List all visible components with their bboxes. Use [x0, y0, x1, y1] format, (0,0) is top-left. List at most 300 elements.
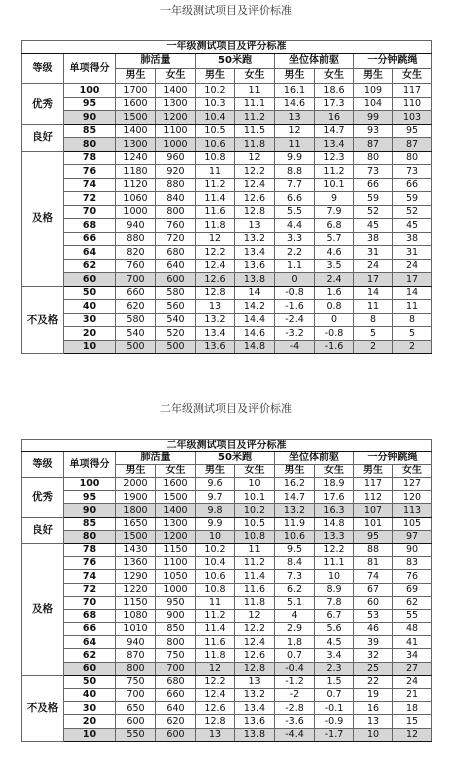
value-cell: 52 [354, 205, 393, 219]
table-row [22, 570, 432, 583]
value-cell: 660 [156, 689, 196, 702]
header-level: 等级 [22, 452, 64, 478]
value-cell: 11.8 [196, 649, 235, 662]
value-cell: 11.4 [235, 570, 275, 583]
value-cell: 11 [235, 543, 275, 556]
value-cell: 83 [393, 557, 432, 570]
value-cell: 45 [393, 219, 432, 233]
value-cell: 6.7 [315, 609, 354, 622]
score-cell: 90 [64, 504, 116, 517]
value-cell: 840 [156, 192, 196, 206]
value-cell: 73 [393, 165, 432, 179]
value-cell: 760 [116, 259, 156, 273]
score-cell: 10 [64, 340, 116, 354]
value-cell: 16.2 [275, 478, 315, 491]
value-cell: 12.3 [315, 151, 354, 165]
value-cell: 6.6 [275, 192, 315, 206]
level-cell: 不及格 [22, 675, 64, 741]
table-row [22, 491, 432, 504]
value-cell: 46 [354, 623, 393, 636]
score-cell: 60 [64, 662, 116, 675]
value-cell: 8 [354, 313, 393, 327]
value-cell: -2.8 [275, 702, 315, 715]
value-cell: 109 [354, 84, 393, 98]
value-cell: 8 [393, 313, 432, 327]
table-row [22, 557, 432, 570]
value-cell: 1300 [156, 97, 196, 111]
value-cell: 5.1 [275, 596, 315, 609]
value-cell: 11.5 [235, 124, 275, 138]
value-cell: 6.2 [275, 583, 315, 596]
value-cell: 700 [116, 689, 156, 702]
table-row [22, 636, 432, 649]
header-female: 女生 [393, 69, 432, 84]
score-cell: 74 [64, 178, 116, 192]
header-male: 男生 [354, 69, 393, 84]
grade1-table-wrap [21, 40, 431, 354]
value-cell: 12 [235, 151, 275, 165]
caption-row [22, 41, 432, 54]
level-cell: 良好 [22, 517, 64, 543]
value-cell: -4.4 [275, 728, 315, 741]
value-cell: 19 [354, 689, 393, 702]
value-cell: 600 [116, 715, 156, 728]
value-cell: 12 [393, 728, 432, 741]
score-cell: 40 [64, 689, 116, 702]
value-cell: 12.6 [235, 192, 275, 206]
value-cell: 2.4 [315, 273, 354, 287]
value-cell: 2.2 [275, 246, 315, 260]
value-cell: 1360 [116, 557, 156, 570]
value-cell: 45 [354, 219, 393, 233]
value-cell: 10.4 [196, 111, 235, 125]
value-cell: 13.4 [235, 702, 275, 715]
score-cell: 90 [64, 111, 116, 125]
value-cell: 110 [393, 97, 432, 111]
value-cell: 1000 [156, 583, 196, 596]
table-row [22, 273, 432, 287]
value-cell: 13.2 [235, 689, 275, 702]
score-cell: 62 [64, 649, 116, 662]
header-female: 女生 [315, 465, 354, 478]
value-cell: 17 [393, 273, 432, 287]
value-cell: 87 [393, 138, 432, 152]
value-cell: 16 [354, 702, 393, 715]
value-cell: 12.2 [196, 246, 235, 260]
header-item: 坐位体前驱 [275, 54, 354, 69]
value-cell: 14.6 [235, 327, 275, 341]
value-cell: 6.8 [315, 219, 354, 233]
header-male: 男生 [196, 69, 235, 84]
value-cell: 25 [354, 662, 393, 675]
value-cell: 11.6 [235, 583, 275, 596]
value-cell: 11 [393, 300, 432, 314]
value-cell: 500 [116, 340, 156, 354]
table-row [22, 232, 432, 246]
value-cell: 13.4 [315, 138, 354, 152]
value-cell: 2.3 [315, 662, 354, 675]
value-cell: 31 [393, 246, 432, 260]
value-cell: 1150 [116, 596, 156, 609]
value-cell: 66 [354, 178, 393, 192]
value-cell: 13 [235, 219, 275, 233]
value-cell: 27 [393, 662, 432, 675]
value-cell: -0.4 [275, 662, 315, 675]
value-cell: 12.6 [196, 273, 235, 287]
value-cell: 12.2 [196, 675, 235, 688]
value-cell: 12 [275, 124, 315, 138]
value-cell: 620 [156, 715, 196, 728]
value-cell: 13.8 [235, 728, 275, 741]
value-cell: 13 [235, 675, 275, 688]
value-cell: 10.2 [235, 504, 275, 517]
value-cell: 1000 [116, 205, 156, 219]
value-cell: 1650 [116, 517, 156, 530]
table-row [22, 151, 432, 165]
value-cell: 13.2 [196, 313, 235, 327]
score-cell: 74 [64, 570, 116, 583]
value-cell: 10.5 [235, 517, 275, 530]
value-cell: -3.6 [275, 715, 315, 728]
value-cell: 800 [116, 662, 156, 675]
value-cell: 700 [116, 273, 156, 287]
value-cell: 16.3 [315, 504, 354, 517]
value-cell: 66 [393, 178, 432, 192]
value-cell: 800 [156, 205, 196, 219]
value-cell: 9.5 [275, 543, 315, 556]
value-cell: 1600 [116, 97, 156, 111]
header-row [22, 54, 432, 69]
score-cell: 76 [64, 557, 116, 570]
value-cell: 12 [196, 662, 235, 675]
value-cell: 34 [393, 649, 432, 662]
level-cell: 及格 [22, 543, 64, 675]
score-cell: 66 [64, 232, 116, 246]
score-cell: 76 [64, 165, 116, 179]
value-cell: 16.1 [275, 84, 315, 98]
value-cell: 5.7 [315, 232, 354, 246]
value-cell: -1.7 [315, 728, 354, 741]
table-row [22, 623, 432, 636]
value-cell: 11 [275, 138, 315, 152]
value-cell: 940 [116, 219, 156, 233]
value-cell: 1.5 [315, 675, 354, 688]
value-cell: 13.6 [235, 259, 275, 273]
value-cell: 11 [196, 165, 235, 179]
value-cell: 18.6 [315, 84, 354, 98]
header-score: 单项得分 [64, 452, 116, 478]
value-cell: 11.6 [196, 636, 235, 649]
value-cell: 4.6 [315, 246, 354, 260]
value-cell: 11.4 [196, 623, 235, 636]
table-row [22, 246, 432, 260]
value-cell: 5 [393, 327, 432, 341]
value-cell: 10.6 [196, 138, 235, 152]
value-cell: 580 [156, 286, 196, 300]
header-item: 50米跑 [196, 54, 275, 69]
value-cell: 13.8 [235, 273, 275, 287]
value-cell: 12.8 [235, 662, 275, 675]
table-caption: 一年级测试项目及评分标准 [22, 41, 432, 54]
score-cell: 68 [64, 219, 116, 233]
score-cell: 50 [64, 675, 116, 688]
value-cell: 7.9 [315, 205, 354, 219]
value-cell: 13 [196, 300, 235, 314]
value-cell: 90 [393, 543, 432, 556]
value-cell: 720 [156, 232, 196, 246]
table-row [22, 689, 432, 702]
score-cell: 80 [64, 138, 116, 152]
table-row [22, 97, 432, 111]
value-cell: 62 [393, 596, 432, 609]
level-cell: 优秀 [22, 478, 64, 518]
value-cell: 10.5 [196, 124, 235, 138]
value-cell: 9.6 [196, 478, 235, 491]
value-cell: 1010 [116, 623, 156, 636]
header-item: 坐位体前驱 [275, 452, 354, 465]
value-cell: 5.6 [315, 623, 354, 636]
header-item: 50米跑 [196, 452, 275, 465]
value-cell: 11.8 [196, 219, 235, 233]
value-cell: 120 [393, 491, 432, 504]
value-cell: 11.8 [235, 138, 275, 152]
value-cell: 1300 [156, 517, 196, 530]
value-cell: 11.6 [196, 205, 235, 219]
value-cell: 113 [393, 504, 432, 517]
value-cell: 540 [156, 313, 196, 327]
value-cell: 13.4 [235, 246, 275, 260]
value-cell: 117 [393, 84, 432, 98]
value-cell: 12.4 [196, 259, 235, 273]
value-cell: 580 [116, 313, 156, 327]
value-cell: 760 [156, 219, 196, 233]
value-cell: -1.6 [315, 340, 354, 354]
value-cell: 24 [354, 259, 393, 273]
value-cell: 10.6 [275, 530, 315, 543]
value-cell: 9.9 [196, 517, 235, 530]
value-cell: 107 [354, 504, 393, 517]
value-cell: 12.4 [235, 636, 275, 649]
table-row [22, 327, 432, 341]
value-cell: 1290 [116, 570, 156, 583]
value-cell: 1500 [116, 111, 156, 125]
score-cell: 50 [64, 286, 116, 300]
value-cell: 10.6 [196, 570, 235, 583]
score-cell: 72 [64, 192, 116, 206]
table-row [22, 300, 432, 314]
value-cell: 1150 [156, 543, 196, 556]
value-cell: 1180 [116, 165, 156, 179]
value-cell: 8.4 [275, 557, 315, 570]
value-cell: 500 [156, 340, 196, 354]
value-cell: 3.3 [275, 232, 315, 246]
value-cell: 5 [354, 327, 393, 341]
value-cell: 1300 [116, 138, 156, 152]
value-cell: 14.6 [275, 97, 315, 111]
value-cell: 3.4 [315, 649, 354, 662]
value-cell: 14.4 [235, 313, 275, 327]
score-cell: 80 [64, 530, 116, 543]
table-row [22, 124, 432, 138]
value-cell: 650 [116, 702, 156, 715]
value-cell: 960 [156, 151, 196, 165]
value-cell: 2 [354, 340, 393, 354]
value-cell: -0.9 [315, 715, 354, 728]
value-cell: 0.7 [315, 689, 354, 702]
grade2-table-wrap [21, 439, 431, 742]
value-cell: 560 [156, 300, 196, 314]
value-cell: 12.2 [235, 623, 275, 636]
value-cell: 950 [156, 596, 196, 609]
value-cell: 95 [354, 530, 393, 543]
header-male: 男生 [275, 69, 315, 84]
value-cell: 11 [235, 84, 275, 98]
value-cell: 880 [116, 232, 156, 246]
value-cell: 940 [116, 636, 156, 649]
value-cell: 10.4 [196, 557, 235, 570]
header-female: 女生 [235, 465, 275, 478]
value-cell: 18 [393, 702, 432, 715]
value-cell: 0 [275, 273, 315, 287]
value-cell: 1200 [156, 530, 196, 543]
table-row [22, 219, 432, 233]
header-male: 男生 [275, 465, 315, 478]
level-cell: 及格 [22, 151, 64, 286]
value-cell: 1800 [116, 504, 156, 517]
score-cell: 64 [64, 246, 116, 260]
value-cell: 11.4 [196, 192, 235, 206]
value-cell: 5.5 [275, 205, 315, 219]
value-cell: 10.1 [235, 491, 275, 504]
value-cell: 53 [354, 609, 393, 622]
value-cell: 550 [116, 728, 156, 741]
value-cell: 1500 [156, 491, 196, 504]
value-cell: 59 [354, 192, 393, 206]
table-row [22, 609, 432, 622]
value-cell: 11.2 [315, 165, 354, 179]
value-cell: 52 [393, 205, 432, 219]
header-female: 女生 [156, 465, 196, 478]
value-cell: 880 [156, 178, 196, 192]
header-level: 等级 [22, 54, 64, 84]
value-cell: 22 [354, 675, 393, 688]
value-cell: 11.9 [275, 517, 315, 530]
value-cell: 69 [393, 583, 432, 596]
value-cell: -2 [275, 689, 315, 702]
score-cell: 70 [64, 205, 116, 219]
value-cell: 1.8 [275, 636, 315, 649]
value-cell: 600 [156, 273, 196, 287]
header-item: 肺活量 [116, 54, 196, 69]
value-cell: 7.8 [315, 596, 354, 609]
value-cell: -2.4 [275, 313, 315, 327]
value-cell: 11.8 [235, 596, 275, 609]
score-cell: 30 [64, 313, 116, 327]
value-cell: 0.8 [315, 300, 354, 314]
table-row [22, 715, 432, 728]
score-cell: 78 [64, 151, 116, 165]
value-cell: 12 [235, 609, 275, 622]
value-cell: 80 [393, 151, 432, 165]
value-cell: 10.2 [196, 84, 235, 98]
value-cell: 11 [354, 300, 393, 314]
table-row [22, 662, 432, 675]
value-cell: 12.4 [196, 689, 235, 702]
header-male: 男生 [116, 69, 156, 84]
value-cell: 17 [354, 273, 393, 287]
value-cell: 4.4 [275, 219, 315, 233]
header-female: 女生 [156, 69, 196, 84]
score-cell: 66 [64, 623, 116, 636]
value-cell: 12.4 [235, 178, 275, 192]
value-cell: 7.7 [275, 178, 315, 192]
value-cell: 13 [354, 715, 393, 728]
table-row [22, 530, 432, 543]
score-cell: 68 [64, 609, 116, 622]
value-cell: 10.8 [196, 151, 235, 165]
value-cell: 97 [393, 530, 432, 543]
value-cell: 13 [275, 111, 315, 125]
grade2-score-table [21, 439, 432, 742]
value-cell: 1700 [116, 84, 156, 98]
level-cell: 良好 [22, 124, 64, 151]
table-row [22, 649, 432, 662]
score-cell: 100 [64, 84, 116, 98]
grade2-heading: 二年级测试项目及评价标准 [160, 402, 292, 415]
table-row [22, 340, 432, 354]
value-cell: 1000 [156, 138, 196, 152]
score-cell: 64 [64, 636, 116, 649]
value-cell: 10.2 [196, 543, 235, 556]
value-cell: 11.2 [196, 609, 235, 622]
value-cell: 31 [354, 246, 393, 260]
header-male: 男生 [116, 465, 156, 478]
value-cell: 17.3 [315, 97, 354, 111]
header-row [22, 452, 432, 465]
value-cell: -0.1 [315, 702, 354, 715]
value-cell: 15 [393, 715, 432, 728]
value-cell: 14.2 [235, 300, 275, 314]
value-cell: 13.6 [196, 340, 235, 354]
value-cell: 11.2 [235, 557, 275, 570]
score-cell: 10 [64, 728, 116, 741]
value-cell: 12.8 [196, 286, 235, 300]
value-cell: 117 [354, 478, 393, 491]
value-cell: 11 [196, 596, 235, 609]
value-cell: 12.2 [315, 543, 354, 556]
table-row [22, 478, 432, 491]
value-cell: 870 [116, 649, 156, 662]
table-row [22, 192, 432, 206]
value-cell: 7.3 [275, 570, 315, 583]
table-row [22, 583, 432, 596]
value-cell: 73 [354, 165, 393, 179]
value-cell: 41 [393, 636, 432, 649]
value-cell: 55 [393, 609, 432, 622]
value-cell: 13.4 [196, 327, 235, 341]
value-cell: 24 [393, 259, 432, 273]
value-cell: 0.7 [275, 649, 315, 662]
score-cell: 95 [64, 491, 116, 504]
table-row [22, 517, 432, 530]
value-cell: 0 [315, 313, 354, 327]
value-cell: 13 [196, 728, 235, 741]
value-cell: 1600 [156, 478, 196, 491]
value-cell: 1100 [156, 557, 196, 570]
value-cell: 10 [354, 728, 393, 741]
value-cell: 93 [354, 124, 393, 138]
value-cell: 680 [156, 675, 196, 688]
